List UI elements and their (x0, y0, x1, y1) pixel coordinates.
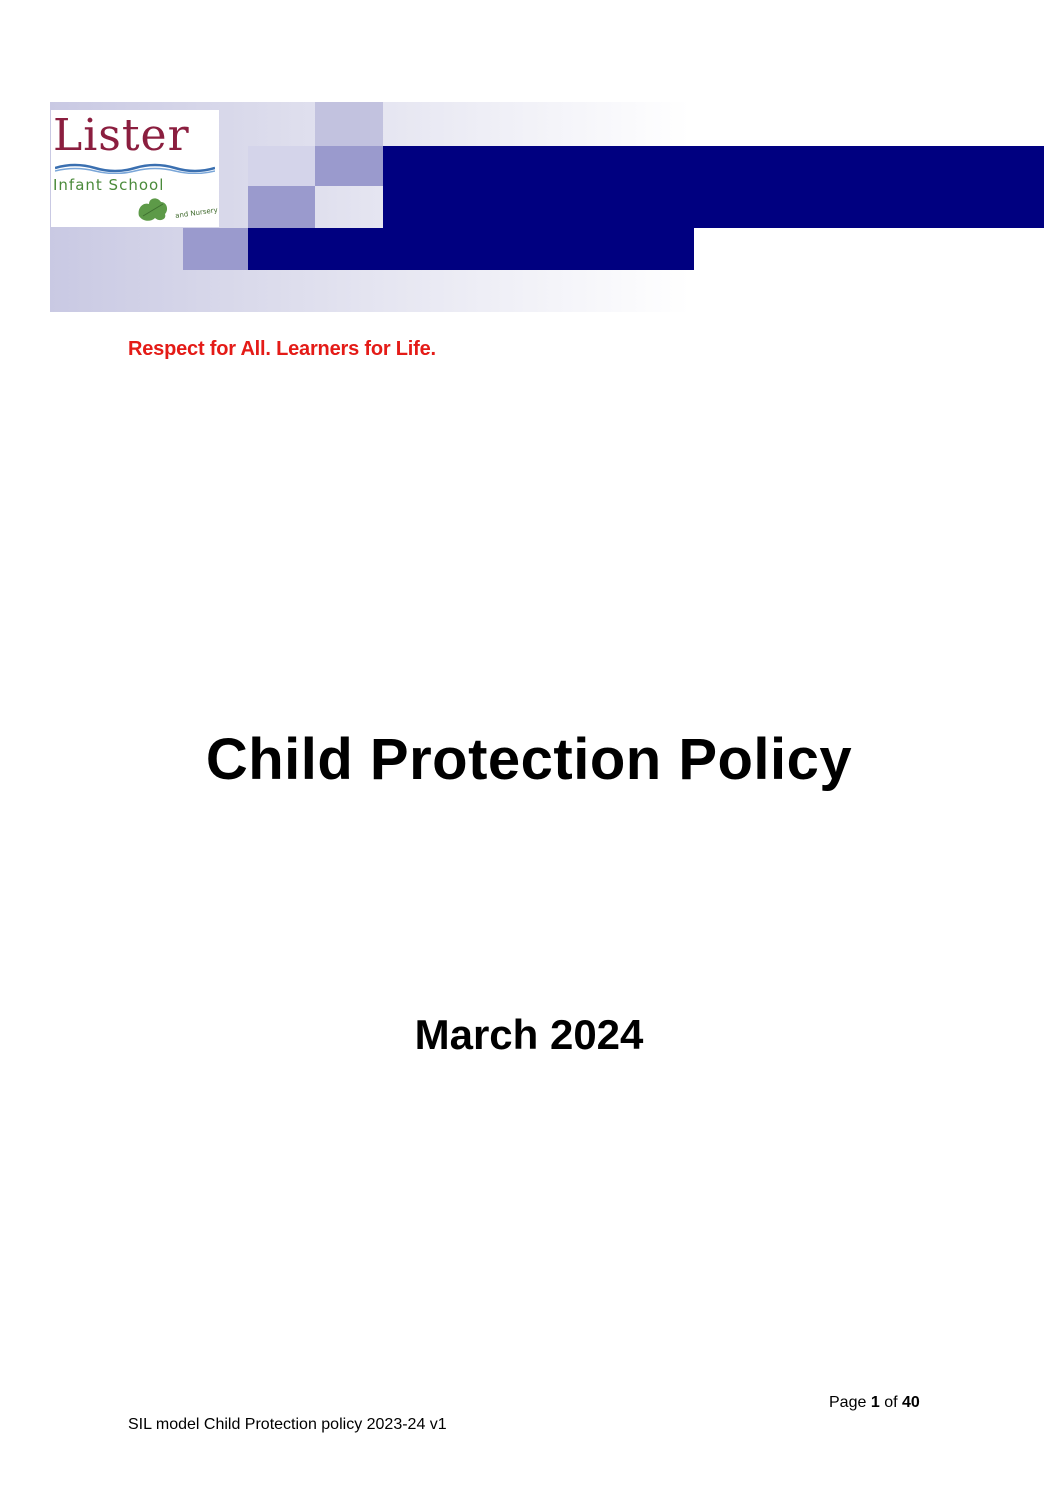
banner-square (315, 102, 383, 146)
page-total: 40 (901, 1394, 920, 1411)
logo-small-text: and Nursery (174, 206, 219, 220)
document-date: March 2024 (414, 1011, 644, 1058)
page-of-label: of (884, 1394, 898, 1411)
page-label: Page (829, 1394, 867, 1411)
footer-text: SIL model Child Protection policy 2023-24 v1 (128, 1416, 447, 1433)
banner-dark-block (383, 146, 1044, 228)
oak-leaf-icon (135, 194, 171, 224)
banner-dark-block (248, 228, 694, 270)
document-title: Child Protection Policy (205, 727, 853, 792)
banner-square (183, 228, 248, 270)
logo-name: Lister (53, 110, 190, 161)
banner-square (315, 146, 383, 186)
page-number (829, 1394, 920, 1412)
banner-square (248, 146, 315, 186)
page-current: 1 (870, 1394, 880, 1411)
school-logo (51, 110, 219, 227)
school-motto: Respect for All. Learners for Life. (128, 338, 436, 360)
logo-subtitle: Infant School (53, 176, 165, 194)
wave-icon (55, 160, 215, 174)
banner-square (248, 186, 315, 228)
